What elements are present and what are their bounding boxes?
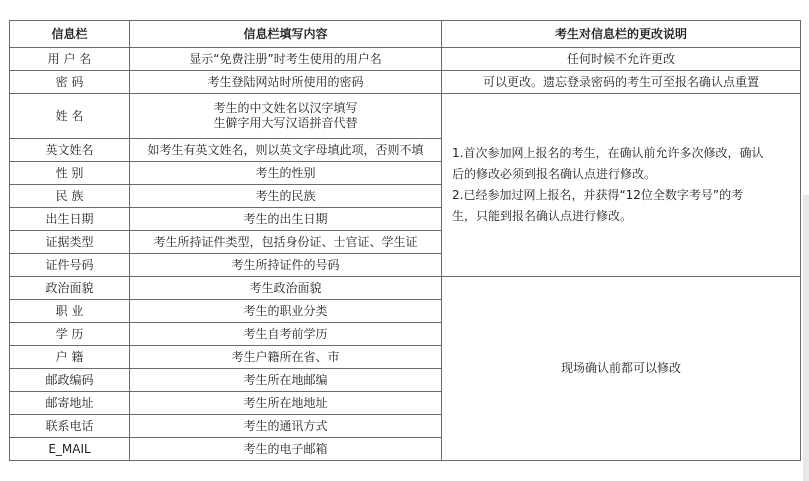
field-label: 邮政编码 bbox=[10, 369, 130, 392]
field-content: 考生的民族 bbox=[130, 185, 442, 208]
field-label: 证据类型 bbox=[10, 231, 130, 254]
field-content: 考生所持证件类型，包括身份证、士官证、学生证 bbox=[130, 231, 442, 254]
field-note: 任何时候不允许更改 bbox=[442, 48, 801, 71]
field-label: E_MAIL bbox=[10, 438, 130, 461]
note-line: 2.已经参加过网上报名，并获得“12位全数字考号”的考 bbox=[452, 188, 744, 202]
field-content: 考生登陆网站时所使用的密码 bbox=[130, 71, 442, 94]
field-content: 考生户籍所在省、市 bbox=[130, 346, 442, 369]
field-label: 用 户 名 bbox=[10, 48, 130, 71]
other-group-note: 现场确认前都可以修改 bbox=[442, 277, 801, 461]
field-content: 考生所在地邮编 bbox=[130, 369, 442, 392]
content-line: 生僻字用大写汉语拼音代替 bbox=[213, 116, 358, 130]
note-line: 生，只能到报名确认点进行修改。 bbox=[452, 209, 633, 223]
table-row bbox=[10, 71, 801, 94]
table-row bbox=[10, 48, 801, 71]
header-note: 考生对信息栏的更改说明 bbox=[442, 21, 801, 48]
content-line: 考生的中文姓名以汉字填写 bbox=[213, 101, 358, 115]
field-label: 密 码 bbox=[10, 71, 130, 94]
field-content bbox=[130, 94, 442, 139]
field-content: 考生自考前学历 bbox=[130, 323, 442, 346]
table-row bbox=[10, 94, 801, 139]
field-label: 学 历 bbox=[10, 323, 130, 346]
field-content: 考生所持证件的号码 bbox=[130, 254, 442, 277]
field-label: 邮寄地址 bbox=[10, 392, 130, 415]
field-content: 考生的通讯方式 bbox=[130, 415, 442, 438]
field-content: 考生的出生日期 bbox=[130, 208, 442, 231]
table-row bbox=[10, 277, 801, 300]
field-label: 姓 名 bbox=[10, 94, 130, 139]
field-label: 民 族 bbox=[10, 185, 130, 208]
field-content: 考生的电子邮箱 bbox=[130, 438, 442, 461]
field-label: 联系电话 bbox=[10, 415, 130, 438]
field-content: 考生所在地地址 bbox=[130, 392, 442, 415]
field-note: 可以更改。遗忘登录密码的考生可至报名确认点重置 bbox=[442, 71, 801, 94]
page-edge-divider bbox=[803, 195, 809, 481]
note-line: 1.首次参加网上报名的考生，在确认前允许多次修改，确认 bbox=[452, 146, 764, 160]
field-label: 证件号码 bbox=[10, 254, 130, 277]
field-label: 英文姓名 bbox=[10, 139, 130, 162]
header-row bbox=[10, 21, 801, 48]
personal-group-note bbox=[442, 94, 801, 277]
field-label: 出生日期 bbox=[10, 208, 130, 231]
field-label: 性 别 bbox=[10, 162, 130, 185]
field-label: 政治面貌 bbox=[10, 277, 130, 300]
header-content: 信息栏填写内容 bbox=[130, 21, 442, 48]
field-content: 考生政治面貌 bbox=[130, 277, 442, 300]
field-content: 显示“免费注册”时考生使用的用户名 bbox=[130, 48, 442, 71]
header-field: 信息栏 bbox=[10, 21, 130, 48]
info-table bbox=[9, 20, 801, 461]
note-line: 后的修改必须到报名确认点进行修改。 bbox=[452, 167, 657, 181]
field-content: 考生的职业分类 bbox=[130, 300, 442, 323]
field-content: 考生的性别 bbox=[130, 162, 442, 185]
field-content: 如考生有英文姓名，则以英文字母填此项，否则不填 bbox=[130, 139, 442, 162]
field-label: 职 业 bbox=[10, 300, 130, 323]
field-label: 户 籍 bbox=[10, 346, 130, 369]
